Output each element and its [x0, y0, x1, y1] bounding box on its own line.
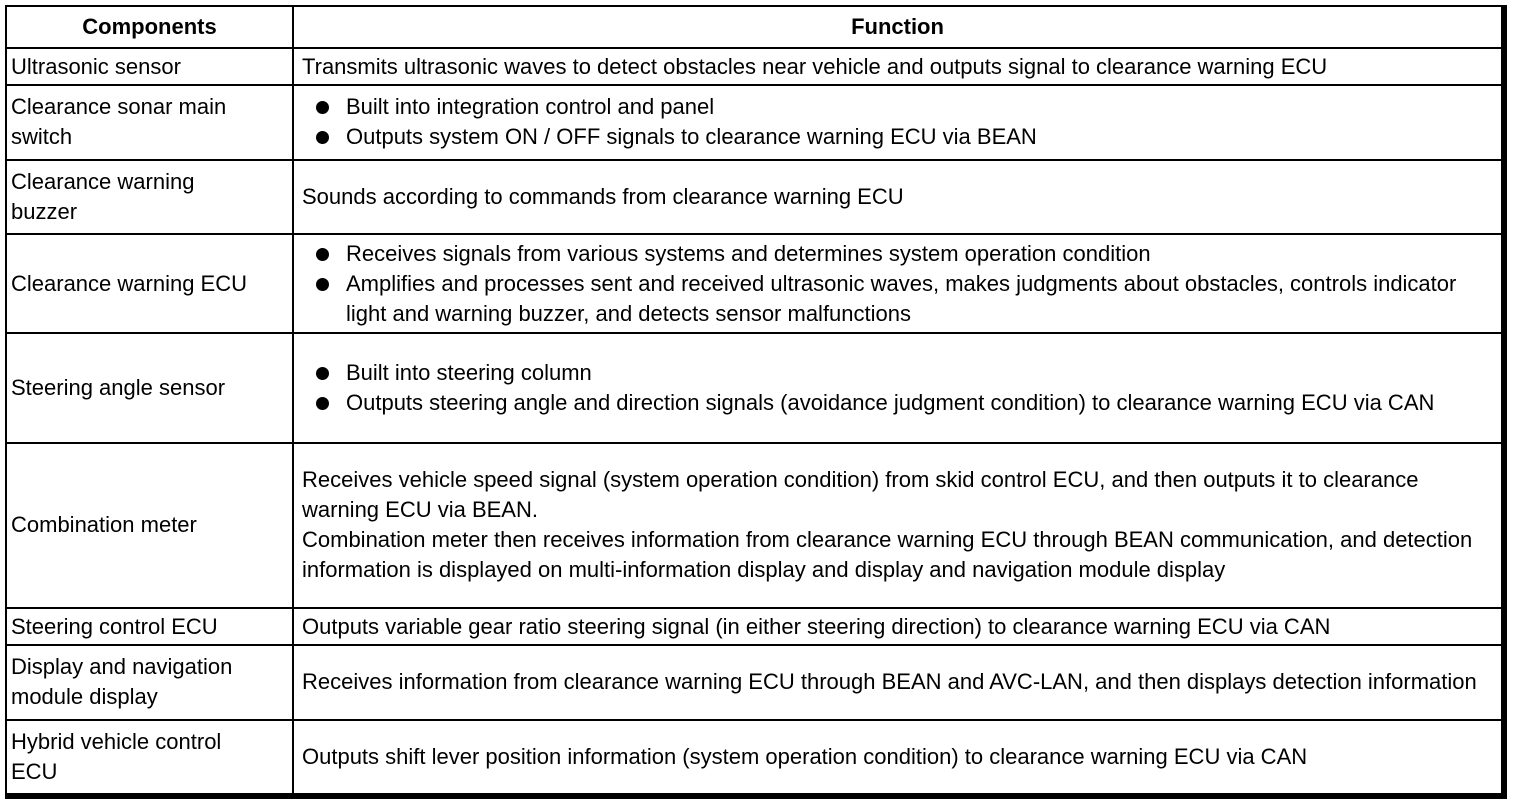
components-column-header: Components — [6, 6, 293, 48]
function-paragraph: Receives vehicle speed signal (system operation condition) from skid control ECU, and then outputs it to clearance warning ECU via BEAN. — [302, 467, 1419, 523]
table-row — [6, 160, 1502, 234]
function-column-header: Function — [293, 6, 1502, 48]
function-cell: Receives information from clearance warning ECU through BEAN and AVC-LAN, and then displays detection information — [293, 645, 1502, 719]
component-cell: Steering angle sensor — [6, 333, 293, 443]
component-cell: Combination meter — [6, 443, 293, 608]
function-paragraph: Combination meter then receives information from clearance warning ECU through BEAN communication, and detection information is displayed on multi-information display and display and navigation module display — [302, 527, 1473, 583]
function-cell — [293, 443, 1502, 608]
function-cell — [293, 234, 1502, 333]
function-cell: Outputs variable gear ratio steering signal (in either steering direction) to clearance warning ECU via CAN — [293, 608, 1502, 645]
table-row — [6, 85, 1502, 159]
function-cell: Outputs shift lever position information (system operation condition) to clearance warning ECU via CAN — [293, 720, 1502, 794]
bullet-list — [302, 358, 1493, 418]
table-row — [6, 608, 1502, 645]
bullet-item: Built into integration control and panel — [302, 92, 1493, 122]
components-function-table — [5, 5, 1503, 795]
component-cell: Display and navigation module display — [6, 645, 293, 719]
bullet-item: Receives signals from various systems and determines system operation condition — [302, 239, 1493, 269]
bullet-item: Outputs system ON / OFF signals to clearance warning ECU via BEAN — [302, 122, 1493, 152]
table-row — [6, 333, 1502, 443]
table-row — [6, 645, 1502, 719]
table-row — [6, 48, 1502, 85]
bullet-item: Built into steering column — [302, 358, 1493, 388]
table-row — [6, 720, 1502, 794]
component-cell: Ultrasonic sensor — [6, 48, 293, 85]
component-cell: Clearance warning ECU — [6, 234, 293, 333]
table-header-row — [6, 6, 1502, 48]
bullet-list — [302, 239, 1493, 329]
table-row — [6, 443, 1502, 608]
component-cell: Clearance warning buzzer — [6, 160, 293, 234]
bullet-item: Outputs steering angle and direction signals (avoidance judgment condition) to clearance warning ECU via CAN — [302, 388, 1493, 418]
table-row — [6, 234, 1502, 333]
components-table-frame — [5, 5, 1507, 799]
component-cell: Steering control ECU — [6, 608, 293, 645]
bullet-item: Amplifies and processes sent and received ultrasonic waves, makes judgments about obstacles, controls indicator light and warning buzzer, and detects sensor malfunctions — [302, 269, 1493, 329]
function-cell — [293, 85, 1502, 159]
function-cell: Sounds according to commands from clearance warning ECU — [293, 160, 1502, 234]
function-cell: Transmits ultrasonic waves to detect obstacles near vehicle and outputs signal to clearance warning ECU — [293, 48, 1502, 85]
function-cell — [293, 333, 1502, 443]
bullet-list — [302, 92, 1493, 152]
component-cell: Hybrid vehicle control ECU — [6, 720, 293, 794]
component-cell: Clearance sonar main switch — [6, 85, 293, 159]
